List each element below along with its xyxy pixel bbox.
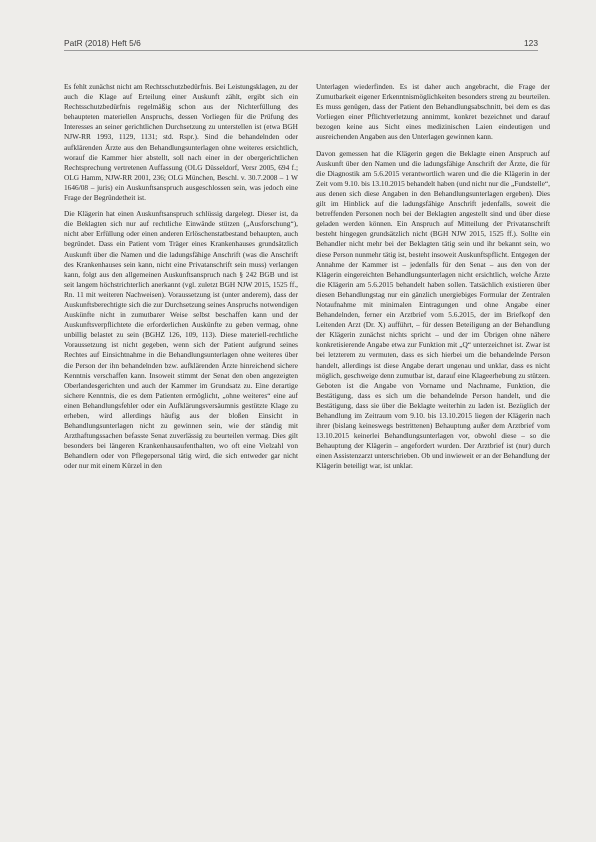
page-number: 123 [524,38,538,48]
paragraph: Unterlagen wiederfinden. Es ist daher auch angebracht, die Frage der Zumutbarkeit eigener Erkenntnismöglichkeiten besonders streng zu beurteilen. Es muss genügen, dass der Patient den Behandlungsabschnitt, bei dem es das Vorliegen einer Pflichtverletzung annimmt, konkret bezeichnet und darauf bezogen keine aus Sicht eines medizinischen Laien eindeutigen und ausreichenden Angaben aus den Unterlagen gewinnen kann. [316,82,550,142]
journal-reference: PatR (2018) Heft 5/6 [64,38,141,48]
right-column [316,82,550,478]
paragraph: Die Klägerin hat einen Auskunftsanspruch schlüssig dargelegt. Dieser ist, da die Beklagten sich nur auf rechtliche Einwände stützen („Ausforschung“), nicht aber Erfüllung oder einen anderen Erlöschenstatbestand behaupten, auch begründet. Dass ein Patient vom Träger eines Krankenhauses grundsätzlich Auskunft über die Namen und die ladungsfähige Anschrift (was die Anschrift des Krankenhauses sein kann, nicht eine Privatanschrift sein muss) verlangen kann, folgt aus den allgemeinen Auskunftsanspruch nach § 242 BGB und ist seit langem höchstrichterlich anerkannt (vgl. zuletzt BGH NJW 2015, 1525 ff., Rn. 11 mit weiteren Nachweisen). Voraussetzung ist (unter anderem), dass der Auskunftsberechtigte sich die zur Durchsetzung seines Anspruchs notwendigen Auskünfte nicht in zumutbarer Weise selbst beschaffen kann und der Auskunftsverpflichtete die erforderlichen Auskünfte zu geben vermag, ohne unbillig belastet zu sein (BGHZ 126, 109, 113). Diese materiell-rechtliche Voraussetzung ist nicht gegeben, wenn sich der Patient aufgrund seines Rechtes auf Einsichtnahme in die Behandlungsunterlagen ohne weiteres über die Person der ihn behandelnden bzw. aufklärenden Ärzte hinreichend sichere Kenntnis verschaffen kann. Insoweit stimmt der Senat den oben angezeigten Oberlandesgerichten und auch der Kammer im Grundsatz zu. Eine derartige sichere Kenntnis, die es dem Patienten ermöglicht, „ohne weiteres“ eine auf einen Behandlungsfehler oder ein Aufklärungsversäumnis gestützte Klage zu erheben, wird allerdings häufig aus der bloßen Einsicht in Behandlungsunterlagen nicht zu gewinnen sein, wie der ständig mit Arzthaftungssachen befasste Senat zuverlässig zu beurteilen vermag. Dies gilt besonders bei längeren Krankenhausaufenthalten, wo oft eine Vielzahl von Behandlern oder von Pflegepersonal tätig wird, die sich entweder gar nicht oder nur mit einem Kürzel in den [64,209,298,471]
page-header [64,34,538,51]
paragraph: Es fehlt zunächst nicht am Rechtsschutzbedürfnis. Bei Leistungsklagen, zu der auch die Klage auf Erteilung einer Auskunft zählt, ergibt sich ein Rechtsschutzbedürfnis regelmäßig schon aus der Nichterfüllung des behaupteten materiellen Anspruchs, dessen Vorliegen für die Prüfung des Interesses an seiner gerichtlichen Durchsetzung zu unterstellen ist (etwa BGH NJW-RR 1993, 1129, 1131; std. Rspr.). Sind die behandelnden oder aufklärenden Ärzte aus den Behandlungsunterlagen ohne weiteres ersichtlich, worauf die Kammer hier abstellt, soll nach einer in der obergerichtlichen Rechtsprechung vertretenen Auffassung (OLG Düsseldorf, Versr 2005, 694 f.; OLG Hamm, NJW-RR 2001, 236; OLG München, Beschl. v. 30.7.2008 – 1 W 1646/08 – juris) ein Auskunftsanspruch ausgeschlossen sein, was jedoch eine Frage der Begründetheit ist. [64,82,298,203]
paragraph: Davon gemessen hat die Klägerin gegen die Beklagte einen Anspruch auf Auskunft über den Namen und die ladungsfähige Anschrift der Ärzte, die für die Diagnostik am 5.6.2015 verantwortlich waren und die die Klägerin in der Zeit vom 9.10. bis 13.10.2015 behandelt haben (und nicht nur die „Fundstelle“, aus denen sich diese Angaben in den Behandlungsunterlagen ergeben). Dies gilt im Hinblick auf die ladungsfähige Anschrift jedenfalls, soweit die betreffenden Personen noch bei der Beklagten angestellt sind und über diese geladen werden können. Ein Anspruch auf Mitteilung der Privatanschrift besteht hingegen grundsätzlich nicht (BGH NJW 2015, 1525 ff.). Sollte ein Behandler nicht mehr bei der Beklagten tätig sein und ihr bekannt sein, wo diese Person nunmehr tätig ist, besteht insoweit Auskunftspflicht. Entgegen der Annahme der Kammer ist – jedenfalls für den Senat – aus den von der Klägerin eingereichten Behandlungsunterlagen nicht ersichtlich, welche Ärzte die Klägerin am 5.6.2015 behandelt haben sollen. Tatsächlich existieren über diesen Behandlungstag nur ein gänzlich unergiebiges Formular der Zentralen Notaufnahme mit minimalen Eintragungen und ohne Angabe einer Behandelnden, ferner ein Arztbrief vom 5.6.2015, der im Briefkopf den Leitenden Arzt (Dr. X) aufführt, – für dessen Beteiligung an der Behandlung der Klägerin zunächst nichts spricht – und der im Übrigen ohne nähere konkretisierende Angabe etwa zur Funktion mit „Q“ unterzeichnet ist. Zwar ist bei letzterem zu vermuten, dass es sich hierbei um die behandelnde Person handelt, allerdings ist diese Angabe derart ungenau und unklar, dass es nicht möglich, geschweige denn zumutbar ist, darauf eine Klageerhebung zu stützen. Geboten ist die Angabe von Vorname und Nachname, Funktion, die Bestätigung, dass es sich um die behandelnde Person handelt, und die Bestätigung, dass sie über die Beklagte weiterhin zu laden ist. Bezüglich der Behandlung im Zeitraum vom 9.10. bis 13.10.2015 liegen der Klägerin nach ihrer (bislang keineswegs bestrittenen) Behauptung außer dem Arztbrief vom 13.10.2015 keinerlei Behandlungsunterlagen vor, obwohl diese – so die Behauptung der Klägerin – angefordert wurden. Der Arztbrief ist (nur) durch einen Assistenzarzt unterschrieben. Ob und inwieweit er an der Behandlung der Klägerin beteiligt war, ist unklar. [316,148,550,471]
left-column [64,82,298,478]
